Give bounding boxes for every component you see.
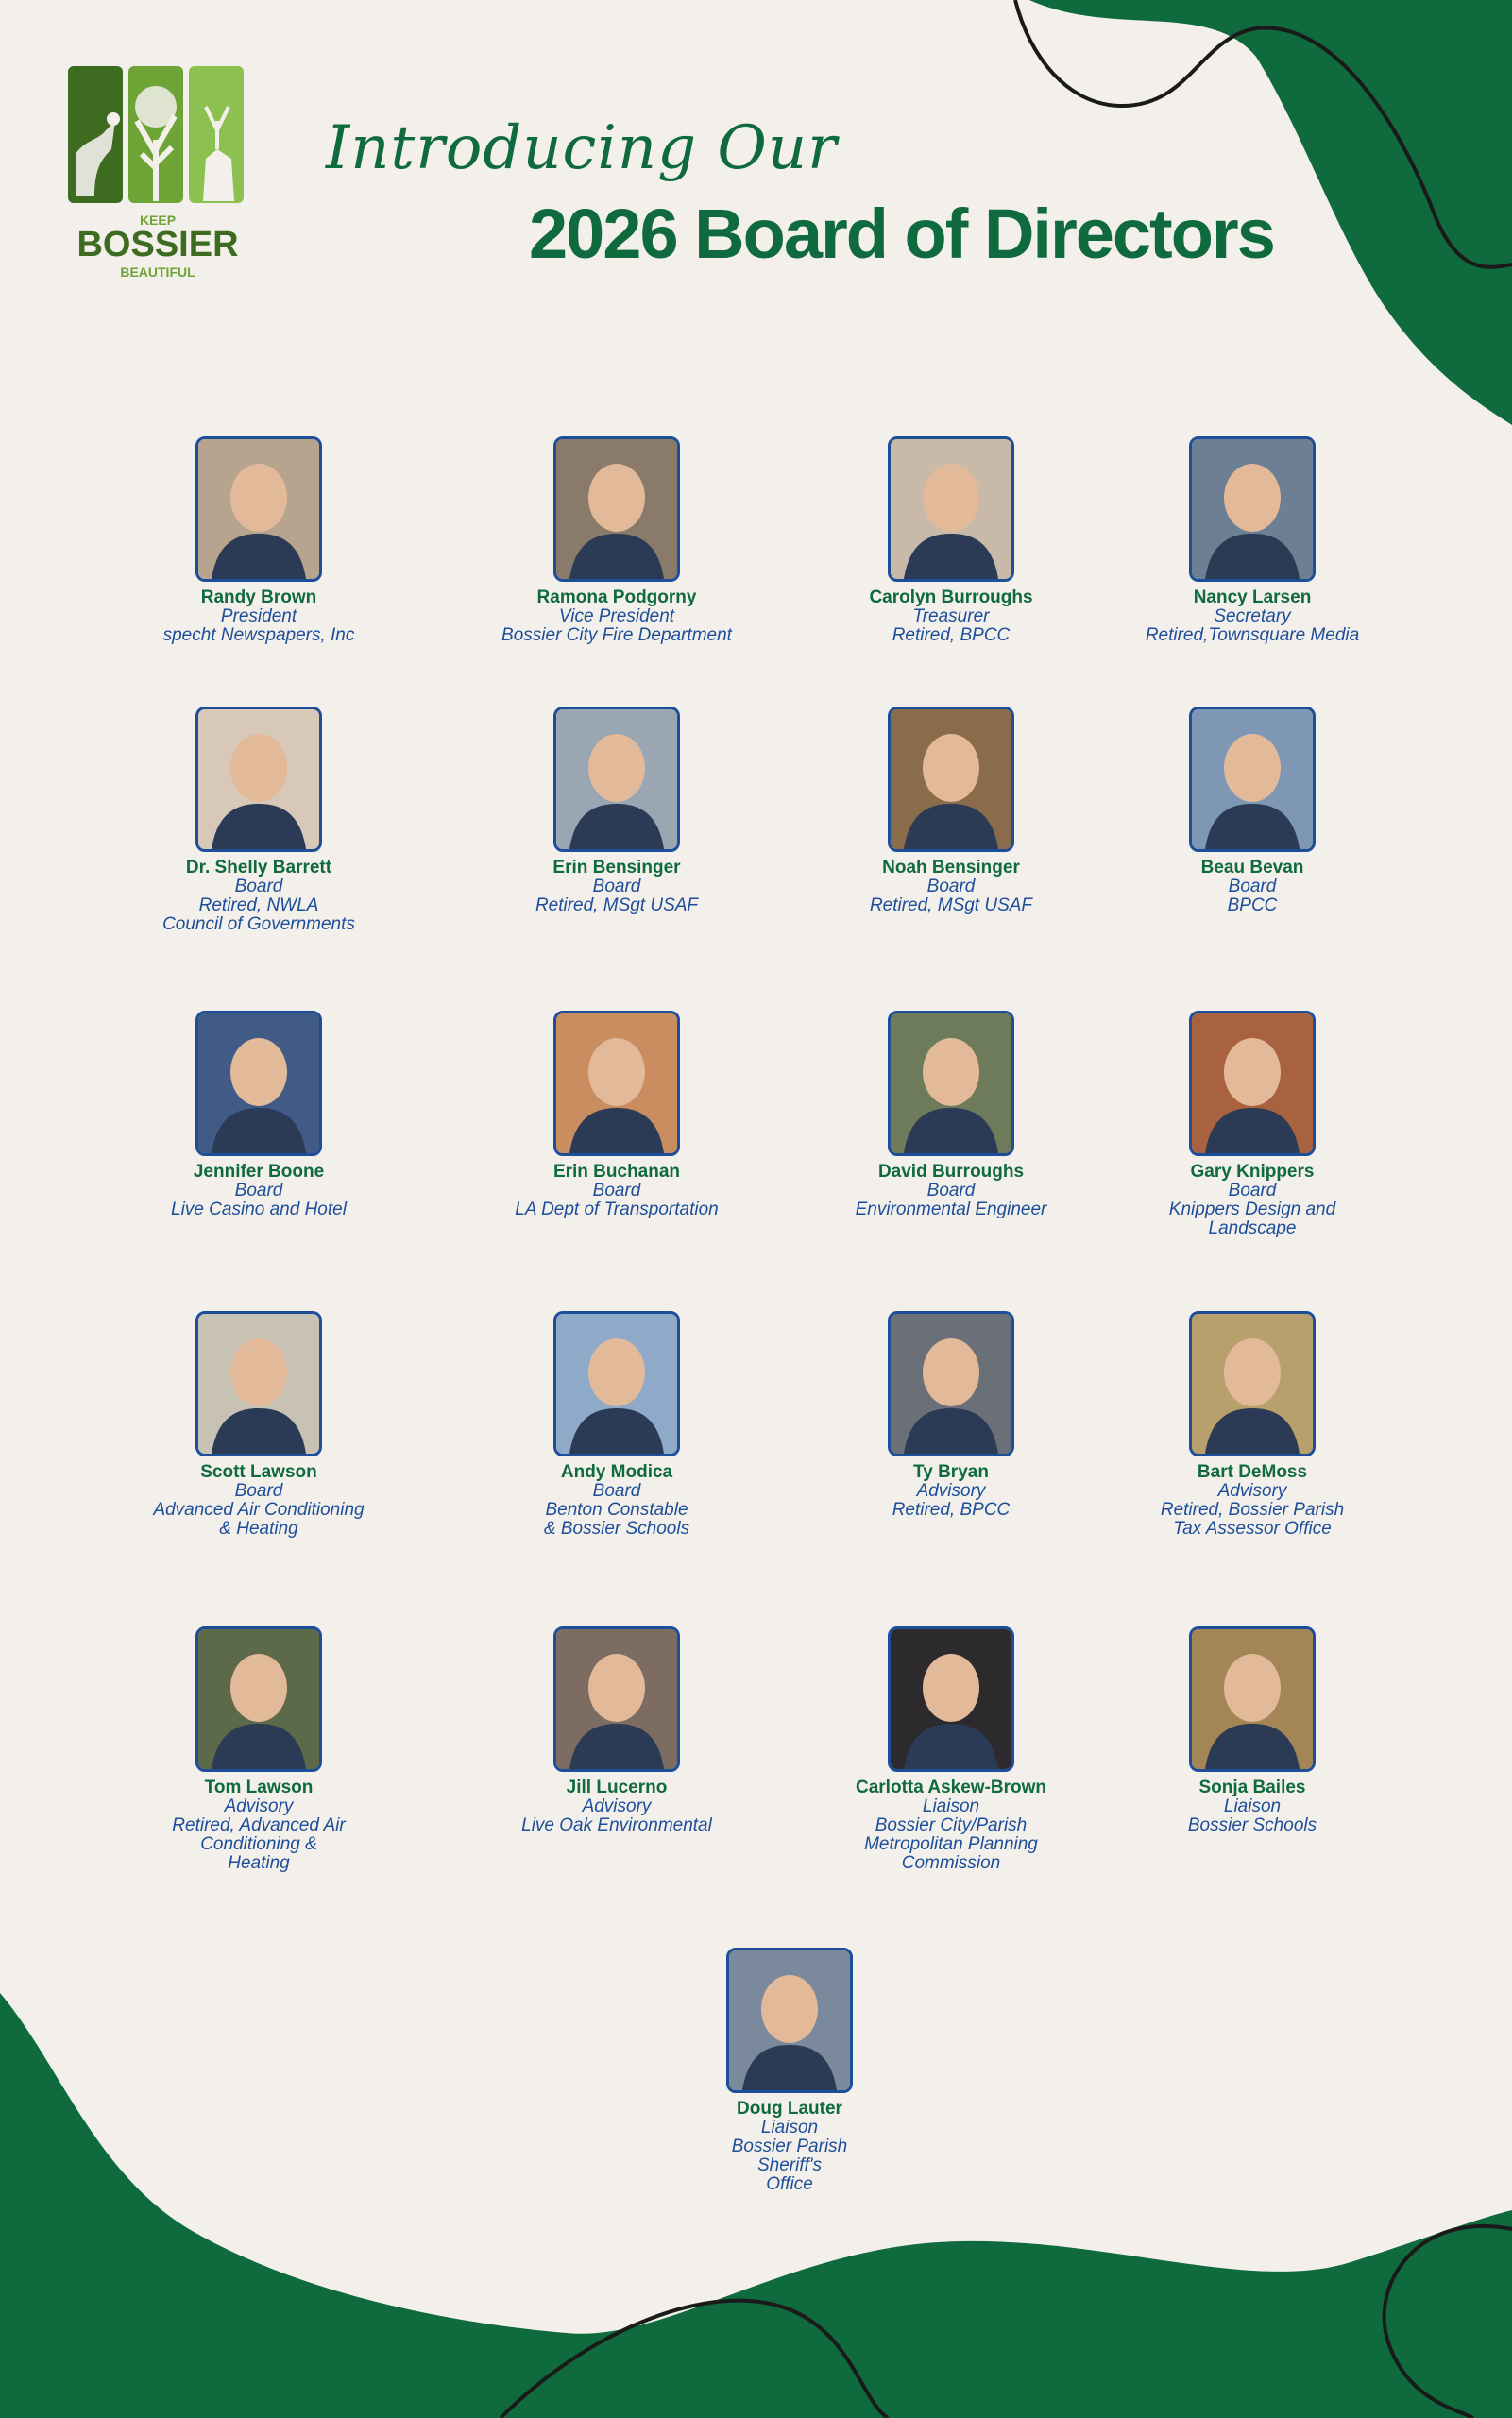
board-member-card — [117, 1626, 400, 1873]
member-role: Advisory — [224, 1796, 294, 1816]
board-member-card — [475, 1011, 758, 1219]
board-member-card — [117, 707, 400, 934]
member-role: Advisory — [1217, 1481, 1287, 1501]
member-affiliation: Benton Constable — [545, 1500, 688, 1520]
member-photo — [1189, 1626, 1316, 1772]
member-name: Erin Bensinger — [552, 858, 681, 877]
board-member-card — [648, 1948, 931, 2194]
member-affiliation: Live Oak Environmental — [521, 1815, 712, 1835]
member-affiliation: Retired, MSgt USAF — [535, 895, 699, 915]
member-name: Doug Lauter — [737, 2099, 842, 2119]
member-role: Board — [926, 877, 976, 896]
member-name: Randy Brown — [200, 587, 317, 607]
member-role: Board — [1228, 1181, 1277, 1200]
member-photo — [195, 1311, 322, 1456]
member-affiliation: Retired, Advanced Air — [172, 1815, 346, 1835]
member-photo — [726, 1948, 853, 2093]
board-member-card — [475, 436, 758, 645]
board-member-card — [117, 1011, 400, 1219]
member-affiliation: Sheriff's — [756, 2155, 823, 2175]
member-name: Gary Knippers — [1190, 1162, 1315, 1182]
member-affiliation: Retired, MSgt USAF — [869, 895, 1033, 915]
board-member-card — [1111, 707, 1394, 915]
intro-heading: Introducing Our — [326, 113, 838, 183]
member-role: Board — [926, 1181, 976, 1200]
member-name: Jill Lucerno — [566, 1778, 668, 1797]
member-role: Treasurer — [912, 606, 990, 626]
member-affiliation: specht Newspapers, Inc — [162, 625, 355, 645]
member-name: Ramona Podgorny — [536, 587, 697, 607]
member-photo — [195, 1626, 322, 1772]
member-role: Advisory — [916, 1481, 986, 1501]
logo-keep-text: KEEP — [139, 213, 177, 228]
member-role: Board — [234, 1181, 283, 1200]
member-name: Ty Bryan — [913, 1462, 989, 1482]
member-name: Dr. Shelly Barrett — [185, 858, 332, 877]
member-photo — [553, 1011, 680, 1156]
member-photo — [553, 707, 680, 852]
member-role: Board — [592, 1481, 641, 1501]
member-name: Carolyn Burroughs — [869, 587, 1033, 607]
member-name: Bart DeMoss — [1197, 1462, 1308, 1482]
member-role: Board — [234, 877, 283, 896]
member-name: Scott Lawson — [200, 1462, 317, 1482]
board-member-card — [475, 707, 758, 915]
board-member-card — [1111, 436, 1394, 645]
member-affiliation: & Bossier Schools — [543, 1519, 690, 1539]
member-photo — [888, 1311, 1014, 1456]
member-affiliation: Bossier City/Parish — [875, 1815, 1028, 1835]
board-member-card — [809, 1011, 1093, 1219]
member-affiliation: Retired, BPCC — [892, 1500, 1011, 1520]
member-affiliation: Bossier Parish — [731, 2137, 848, 2156]
member-photo — [195, 1011, 322, 1156]
member-affiliation: Tax Assessor Office — [1173, 1519, 1332, 1539]
member-photo — [1189, 1011, 1316, 1156]
member-photo — [195, 436, 322, 582]
member-photo — [1189, 707, 1316, 852]
board-member-card — [809, 436, 1093, 645]
member-role: Board — [592, 877, 641, 896]
member-role: Board — [592, 1181, 641, 1200]
member-name: Sonja Bailes — [1198, 1778, 1306, 1797]
member-role: Liaison — [760, 2118, 819, 2137]
member-photo — [553, 436, 680, 582]
member-affiliation: Knippers Design and — [1168, 1200, 1336, 1219]
member-role: Board — [234, 1481, 283, 1501]
member-affiliation: Metropolitan Planning — [864, 1834, 1038, 1854]
member-role: Liaison — [1223, 1796, 1282, 1816]
member-affiliation: Bossier Schools — [1187, 1815, 1317, 1835]
member-affiliation: Retired, Bossier Parish — [1160, 1500, 1345, 1520]
page-title: 2026 Board of Directors — [529, 195, 1274, 273]
member-affiliation: Live Casino and Hotel — [171, 1200, 347, 1219]
member-affiliation: LA Dept of Transportation — [515, 1200, 719, 1219]
member-affiliation: Office — [766, 2174, 813, 2194]
member-affiliation: Council of Governments — [162, 914, 355, 934]
member-role: Advisory — [582, 1796, 652, 1816]
member-name: Jennifer Boone — [193, 1162, 325, 1182]
member-photo — [1189, 436, 1316, 582]
member-affiliation: Heating — [228, 1853, 290, 1873]
member-role: Secretary — [1214, 606, 1291, 626]
board-member-card — [1111, 1311, 1394, 1539]
keep-bossier-beautiful-logo — [66, 64, 250, 281]
logo-beautiful-text: BEAUTIFUL — [120, 264, 195, 280]
member-role: Board — [1228, 877, 1277, 896]
member-name: Nancy Larsen — [1193, 587, 1312, 607]
member-photo — [195, 707, 322, 852]
member-name: Beau Bevan — [1200, 858, 1304, 877]
board-member-card — [117, 436, 400, 645]
member-photo — [888, 1011, 1014, 1156]
member-affiliation: Retired,Townsquare Media — [1145, 625, 1360, 645]
member-photo — [553, 1311, 680, 1456]
member-photo — [888, 436, 1014, 582]
member-affiliation: BPCC — [1227, 895, 1278, 915]
member-name: Andy Modica — [560, 1462, 673, 1482]
member-photo — [553, 1626, 680, 1772]
member-photo — [888, 707, 1014, 852]
board-member-card — [475, 1626, 758, 1835]
member-name: Tom Lawson — [204, 1778, 314, 1797]
member-affiliation: Environmental Engineer — [855, 1200, 1047, 1219]
board-member-card — [809, 1626, 1093, 1873]
member-affiliation: Advanced Air Conditioning — [153, 1500, 365, 1520]
board-member-card — [475, 1311, 758, 1539]
board-member-card — [117, 1311, 400, 1539]
member-photo — [1189, 1311, 1316, 1456]
member-name: David Burroughs — [877, 1162, 1025, 1182]
member-name: Erin Buchanan — [552, 1162, 681, 1182]
member-photo — [888, 1626, 1014, 1772]
board-member-card — [1111, 1011, 1394, 1238]
member-name: Noah Bensinger — [882, 858, 1020, 877]
member-role: Liaison — [922, 1796, 980, 1816]
member-name: Carlotta Askew-Brown — [856, 1778, 1046, 1797]
member-affiliation: Retired, BPCC — [892, 625, 1011, 645]
member-affiliation: Bossier City Fire Department — [501, 625, 732, 645]
member-affiliation: Landscape — [1208, 1218, 1297, 1238]
member-role: Vice President — [558, 606, 675, 626]
member-role: President — [220, 606, 297, 626]
member-affiliation: Commission — [901, 1853, 1001, 1873]
board-member-card — [809, 707, 1093, 915]
member-affiliation: Retired, NWLA — [198, 895, 319, 915]
member-affiliation: & Heating — [219, 1519, 298, 1539]
member-affiliation: Conditioning & — [200, 1834, 317, 1854]
logo-bossier-text: BOSSIER — [76, 225, 239, 264]
board-member-card — [1111, 1626, 1394, 1835]
board-member-card — [809, 1311, 1093, 1520]
